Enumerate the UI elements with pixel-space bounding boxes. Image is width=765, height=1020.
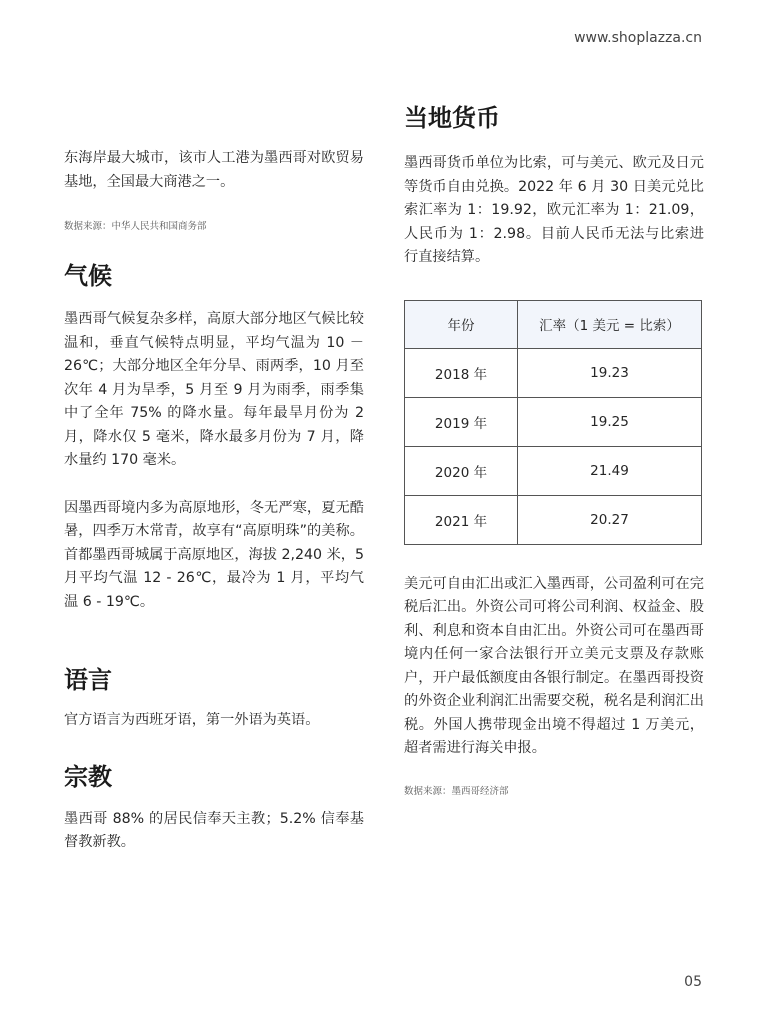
currency-heading: 当地货币	[404, 104, 500, 132]
intro-paragraph: 东海岸最大城市，该市人工港为墨西哥对欧贸易基地，全国最大商港之一。	[64, 150, 364, 190]
table-row	[405, 348, 702, 397]
table-header-year: 年份	[405, 300, 518, 348]
currency-paragraph: 墨西哥货币单位为比索，可与美元、欧元及日元等货币自由兑换。2022 年 6 月 30 日美元兑比索汇率为 1：19.92，欧元汇率为 1：21.09，人民币为 1：2.98。目前人民币无法与比索进行直接结算。	[404, 155, 704, 265]
language-paragraph: 官方语言为西班牙语，第一外语为英语。	[64, 712, 320, 728]
table-cell-year: 2018 年	[405, 348, 518, 397]
table-cell-year: 2020 年	[405, 446, 518, 495]
table-cell-year: 2019 年	[405, 397, 518, 446]
climate-paragraph-1: 墨西哥气候复杂多样，高原大部分地区气候比较温和，垂直气候特点明显，平均气温为 10 － 26℃；大部分地区全年分旱、雨两季，10 月至次年 4 月为旱季，5 月至 9 月为雨季，雨季集中了全年 75% 的降水量。每年最旱月份为 2 月，降水仅 5 毫米，降水最多月份为 7 月，降水量约 170 毫米。	[64, 311, 364, 468]
remittance-source: 数据来源：墨西哥经济部	[404, 785, 509, 797]
table-cell-rate: 19.23	[518, 348, 702, 397]
climate-heading: 气候	[64, 262, 112, 290]
table-cell-rate: 21.49	[518, 446, 702, 495]
table-header-rate: 汇率（1 美元 = 比索）	[518, 300, 702, 348]
right-column	[404, 98, 704, 797]
table-cell-rate: 19.25	[518, 397, 702, 446]
religion-heading: 宗教	[64, 762, 112, 791]
exchange-rate-table	[404, 300, 702, 545]
intro-source: 数据来源：中华人民共和国商务部	[64, 221, 207, 232]
table-row	[405, 446, 702, 495]
language-heading: 语言	[64, 666, 112, 694]
table-cell-rate: 20.27	[518, 495, 702, 544]
remittance-paragraph: 美元可自由汇出或汇入墨西哥，公司盈利可在完税后汇出。外资公司可将公司利润、权益金、股利、利息和资本自由汇出。外资公司可在墨西哥境内任何一家合法银行开立美元支票及存款账户，开户最低额度由各银行制定。在墨西哥投资的外资企业利润汇出需要交税，税名是利润汇出税。外国人携带现金出境不得超过 1 万美元，超者需进行海关申报。	[404, 575, 704, 756]
site-url: www.shoplazza.cn	[574, 30, 702, 46]
table-header-row	[405, 300, 702, 348]
left-column	[64, 147, 364, 855]
table-cell-year: 2021 年	[405, 495, 518, 544]
page-number: 05	[684, 974, 702, 990]
religion-paragraph: 墨西哥 88% 的居民信奉天主教；5.2% 信奉基督教新教。	[64, 810, 364, 850]
table-row	[405, 495, 702, 544]
table-row	[405, 397, 702, 446]
climate-paragraph-2: 因墨西哥境内多为高原地形，冬无严寒，夏无酷暑，四季万木常青，故享有“高原明珠”的美称。首都墨西哥城属于高原地区，海拔 2,240 米，5 月平均气温 12 - 26℃，最冷为 1 月，平均气温 6 - 19℃。	[64, 499, 364, 610]
